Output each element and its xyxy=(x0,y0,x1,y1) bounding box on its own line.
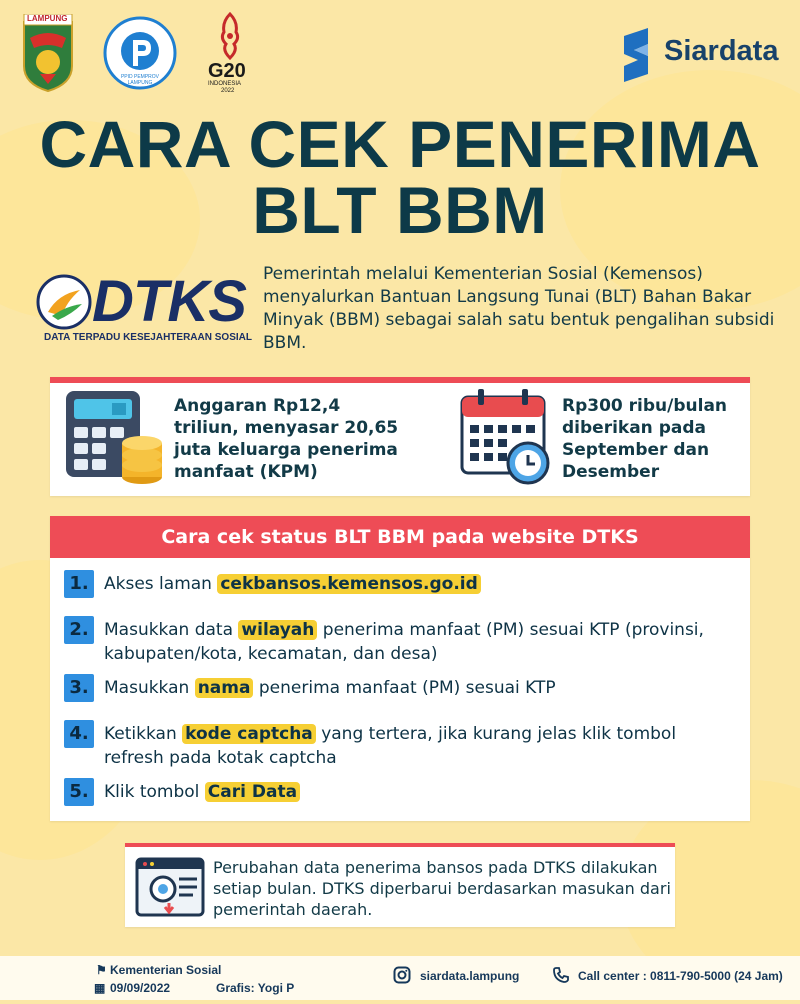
g20-wordmark: G20 xyxy=(208,60,246,82)
steps-section-title: Cara cek status BLT BBM pada website DTKS xyxy=(50,516,750,558)
pin-icon: ⚑ xyxy=(96,963,107,977)
step-text-after: yang tertera, jika kurang jelas klik tombol refresh pada kotak captcha xyxy=(104,724,677,768)
step-number: 4. xyxy=(64,720,94,748)
step-text-before: Masukkan data xyxy=(104,620,239,640)
footer-bar xyxy=(0,956,800,1000)
data-settings-icon xyxy=(135,857,205,917)
siardata-logo xyxy=(620,26,785,84)
step-text xyxy=(104,676,740,700)
steps-card xyxy=(50,516,750,821)
step-number: 2. xyxy=(64,616,94,644)
siardata-brand-text: Siardata xyxy=(664,35,779,67)
step-text xyxy=(104,572,740,596)
lampung-province-logo xyxy=(22,14,74,92)
dtks-logo xyxy=(36,268,252,350)
step-text-before: Ketikkan xyxy=(104,724,183,744)
dtks-wordmark: DTKS xyxy=(92,269,246,334)
phone-icon xyxy=(552,966,570,988)
calendar-icon: ▦ xyxy=(94,981,106,995)
title-line-1: CARA CEK PENERIMA xyxy=(39,107,761,181)
step-text-after: penerima manfaat (PM) sesuai KTP xyxy=(253,678,556,698)
step-number: 5. xyxy=(64,778,94,806)
amount-fact: Rp300 ribu/bulan diberikan pada September dan Desember xyxy=(562,396,728,482)
step-text xyxy=(104,780,740,804)
dtks-subtitle: DATA TERPADU KESEJAHTERAAN SOSIAL xyxy=(44,332,252,343)
footer-graphic-credit: Grafis: Yogi P xyxy=(216,981,295,995)
call-center: Call center : 0811-790-5000 (24 Jam) xyxy=(578,969,783,983)
step-text xyxy=(104,618,740,666)
title-line-2: BLT BBM xyxy=(252,173,548,247)
step-text-after: penerima manfaat (PM) sesuai KTP (provinsi, kabupaten/kota, kecamatan, dan desa) xyxy=(104,620,704,664)
step-highlight: kode captcha xyxy=(182,724,316,744)
footer-source: Kementerian Sosial xyxy=(110,963,222,977)
instagram-handle: siardata.lampung xyxy=(420,969,520,983)
facts-card-accent-bar xyxy=(50,377,750,383)
step-text-before: Akses laman xyxy=(104,574,218,594)
calendar-clock-icon xyxy=(460,387,552,487)
footer-date: 09/09/2022 xyxy=(110,981,171,995)
ppid-logo xyxy=(103,16,177,90)
budget-fact: Anggaran Rp12,4 triliun, menyasar 20,65 juta keluarga penerima manfaat (KPM) xyxy=(174,396,399,482)
step-text xyxy=(104,722,740,770)
ppid-logo-label: PPID PEMPROV LAMPUNG xyxy=(120,74,160,86)
intro-paragraph: Pemerintah melalui Kementerian Sosial (Kemensos) menyalurkan Bantuan Langsung Tunai (BLT) Bahan Bakar Minyak (BBM) sebagai salah satu bentuk pengalihan subsidi BBM. xyxy=(263,264,775,353)
step-number: 1. xyxy=(64,570,94,598)
step-highlight: wilayah xyxy=(238,620,317,640)
g20-indonesia-logo xyxy=(200,12,260,96)
g20-year: 2022 xyxy=(221,88,235,94)
step-number: 3. xyxy=(64,674,94,702)
note-card xyxy=(125,843,675,927)
step-highlight: nama xyxy=(195,678,254,698)
instagram-icon xyxy=(393,966,411,988)
step-text-before: Masukkan xyxy=(104,678,195,698)
calculator-coins-icon xyxy=(64,389,164,487)
step-text-before: Klik tombol xyxy=(104,782,205,802)
facts-card xyxy=(50,377,750,496)
lampung-logo-label: LAMPUNG xyxy=(27,14,68,23)
step-highlight: Cari Data xyxy=(205,782,300,802)
page-title xyxy=(0,107,800,247)
note-card-accent-bar xyxy=(125,843,675,847)
step-highlight: cekbansos.kemensos.go.id xyxy=(217,574,480,594)
g20-country: INDONESIA xyxy=(208,81,242,87)
note-text: Perubahan data penerima bansos pada DTKS dilakukan setiap bulan. DTKS diperbarui berdasarkan masukan dari pemerintah daerah. xyxy=(213,858,671,919)
